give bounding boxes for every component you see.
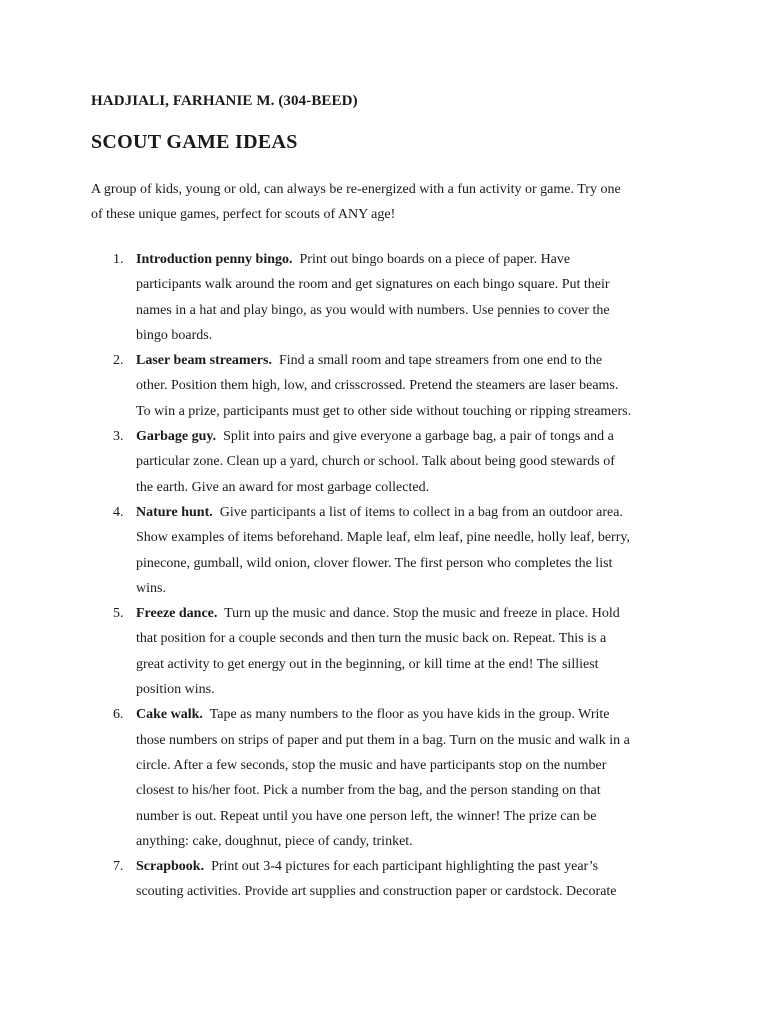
intro-line: A group of kids, young or old, can always be re-energized with a fun activity or game. Try one [91,182,621,197]
item-line: closest to his/her foot. Pick a number from the bag, and the person standing on that [136,783,601,799]
list-item [91,702,681,854]
item-line: participants walk around the room and get signatures on each bingo square. Put their [136,277,610,293]
item-line [136,348,681,373]
item-text: Give participants a list of items to collect in a bag from an outdoor area. [219,504,623,520]
item-line: those numbers on strips of paper and put them in a bag. Turn on the music and walk in a [136,732,630,748]
item-text: Turn up the music and dance. Stop the music and freeze in place. Hold [224,606,620,622]
author-line: HADJIALI, FARHANIE M. (304-BEED) [91,93,358,109]
item-line: To win a prize, participants must get to other side without touching or ripping streamers. [136,403,632,419]
item-line: scouting activities. Provide art supplies and construction paper or cardstock. Decorate [136,884,617,900]
item-title: Cake walk. [136,707,203,723]
item-text: Print out bingo boards on a piece of paper. Have [299,252,571,267]
game-list [91,247,681,905]
item-line: bingo boards. [136,327,213,343]
item-line: Show examples of items beforehand. Maple leaf, elm leaf, pine needle, holly leaf, berry, [136,530,630,546]
list-item [91,247,681,348]
item-line: that position for a couple seconds and then turn the music back on. Repeat. This is a [136,631,607,647]
item-line: anything: cake, doughnut, piece of candy, trinket. [136,833,413,849]
item-line [136,854,681,879]
item-line [136,247,681,272]
item-line: other. Position them high, low, and crisscrossed. Pretend the steamers are laser beams. [136,378,619,394]
intro-line: of these unique games, perfect for scouts of ANY age! [91,207,396,223]
item-title: Scrapbook. [136,859,205,875]
item-line: the earth. Give an award for most garbage collected. [136,479,430,495]
item-title: Garbage guy. [136,429,217,445]
item-title: Nature hunt. [136,504,213,520]
item-text: Split into pairs and give everyone a garbage bag, a pair of tongs and a [223,429,614,445]
list-item [91,854,681,905]
item-line [136,601,681,626]
item-number: 1. [113,252,124,267]
item-number: 7. [113,859,124,875]
item-line: number is out. Repeat until you have one person left, the winner! The prize can be [136,808,597,824]
item-line: circle. After a few seconds, stop the music and have participants stop on the number [136,757,607,773]
item-text: Print out 3-4 pictures for each participant highlighting the past year’s [211,859,599,875]
item-line: wins. [136,580,166,596]
item-line [136,424,681,449]
item-line: names in a hat and play bingo, as you would with numbers. Use pennies to cover the [136,302,610,318]
item-number: 4. [113,504,124,520]
list-item [91,500,681,601]
item-line [136,500,681,525]
item-text: Find a small room and tape streamers from one end to the [278,353,603,369]
item-line [136,702,681,727]
item-title: Introduction penny bingo. [136,252,293,267]
item-line: pinecone, gumball, wild onion, clover flower. The first person who completes the list [136,555,613,571]
item-line: particular zone. Clean up a yard, church or school. Talk about being good stewards of [136,454,615,470]
list-item [91,424,681,500]
document-title: SCOUT GAME IDEAS [91,131,298,153]
item-number: 2. [113,353,124,369]
item-line: great activity to get energy out in the beginning, or kill time at the end! The silliest [136,656,599,672]
item-number: 5. [113,606,124,622]
list-item [91,348,681,424]
item-line: position wins. [136,682,215,698]
item-text: Tape as many numbers to the floor as you have kids in the group. Write [209,707,610,723]
item-title: Freeze dance. [136,606,218,622]
item-number: 6. [113,707,124,723]
item-number: 3. [113,429,124,445]
item-title: Laser beam streamers. [136,353,272,369]
list-item [91,601,681,702]
intro-paragraph [91,177,681,228]
